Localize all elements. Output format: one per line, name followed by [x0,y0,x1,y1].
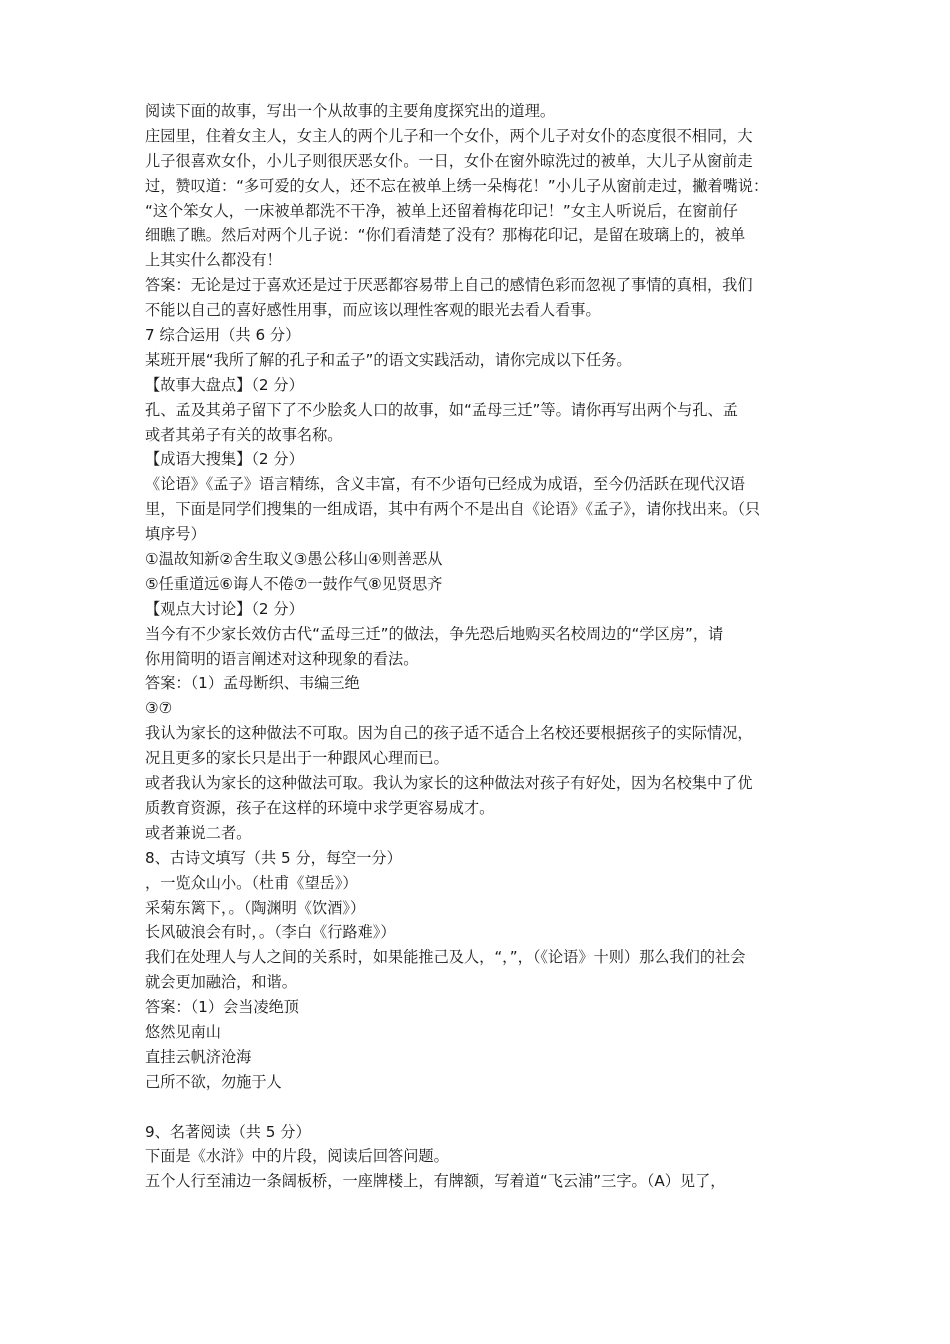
answer-line: 或者我认为家长的这种做法可取。我认为家长的这种做法对孩子有好处，因为名校集中了优 [145,774,753,793]
text-line: ，一览众山小。（杜甫《望岳》） [145,873,358,892]
subsection-heading: 【观点大讨论】（2 分） [145,599,304,618]
text-line: 儿子很喜欢女仆，小儿子则很厌恶女仆。一日，女仆在窗外晾洗过的被单，大儿子从窗前走 [145,151,753,170]
text-line: 填序号） [145,525,206,544]
blank-line [145,1095,815,1120]
text-line: 细瞧了瞧。然后对两个儿子说：“你们看清楚了没有？那梅花印记，是留在玻璃上的，被单 [145,226,746,245]
answer-line: 答案：无论是过于喜欢还是过于厌恶都容易带上自己的感情色彩而忽视了事情的真相，我们 [145,276,753,295]
document-body [145,99,815,1194]
answer-line: 况且更多的家长只是出于一种跟风心理而已。 [145,749,449,768]
text-line: 五个人行至浦边一条阔板桥，一座牌楼上，有牌额，写着道“飞云浦”三字。（A）见了， [145,1172,726,1191]
section-heading: 9、名著阅读（共 5 分） [145,1122,311,1141]
text-line: 长风破浪会有时，。（李白《行路难》） [145,923,396,942]
text-line: 过，赞叹道：“多可爱的女人，还不忘在被单上绣一朵梅花！”小儿子从窗前走过，撇着嘴说： [145,176,769,195]
text-line: 阅读下面的故事，写出一个从故事的主要角度探究出的道理。 [145,102,556,120]
answer-line: 答案：（1）会当凌绝顶 [145,998,299,1017]
section-heading: 7 综合运用（共 6 分） [145,326,301,345]
option-line: ⑤任重道远⑥诲人不倦⑦一鼓作气⑧见贤思齐 [145,574,443,593]
text-line: 当今有不少家长效仿古代“孟母三迁”的做法，争先恐后地购买名校周边的“学区房”，请 [145,624,724,643]
text-line: 我们在处理人与人之间的关系时，如果能推己及人，“，”，（《论语》十则）那么我们的社会 [145,948,746,967]
answer-line: 不能以自己的喜好感性用事，而应该以理性客观的眼光去看人看事。 [145,301,601,320]
answer-line: 直挂云帆济沧海 [145,1047,252,1066]
text-line: 采菊东篱下，。（陶渊明《饮酒》） [145,898,366,917]
section-heading: 8、古诗文填写（共 5 分，每空一分） [145,848,402,867]
answer-line: 答案：（1）孟母断织、韦编三绝 [145,674,360,693]
text-line: 《论语》《孟子》语言精练，含义丰富，有不少语句已经成为成语，至今仍活跃在现代汉语 [145,475,745,494]
text-line: 庄园里，住着女主人，女主人的两个儿子和一个女仆，两个儿子对女仆的态度很不相同，大 [145,126,753,145]
text-line: 下面是《水浒》中的片段，阅读后回答问题。 [145,1147,449,1166]
text-line: 孔、孟及其弟子留下了不少脍炙人口的故事，如“孟母三迁”等。请你再写出两个与孔、孟 [145,400,738,419]
answer-line: 悠然见南山 [145,1022,221,1041]
option-line: ①温故知新②舍生取义③愚公移山④则善恶从 [145,550,443,569]
text-line: “这个笨女人，一床被单都洗不干净，被单上还留着梅花印记！”女主人听说后，在窗前仔 [145,201,738,220]
answer-line: 我认为家长的这种做法不可取。因为自己的孩子适不适合上名校还要根据孩子的实际情况， [145,724,753,743]
answer-line: 或者兼说二者。 [145,823,252,842]
answer-line: 己所不欲，勿施于人 [145,1072,282,1091]
text-line: 就会更加融洽，和谐。 [145,973,297,992]
subsection-heading: 【故事大盘点】（2 分） [145,375,304,394]
text-line: 或者其弟子有关的故事名称。 [145,425,343,444]
answer-line: 质教育资源，孩子在这样的环境中求学更容易成才。 [145,798,495,817]
text-line: 某班开展“我所了解的孔子和孟子”的语文实践活动，请你完成以下任务。 [145,350,632,369]
text-line: 里，下面是同学们搜集的一组成语，其中有两个不是出自《论语》《孟子》，请你找出来。（只 [145,500,761,519]
answer-line: ③⑦ [145,699,173,718]
text-line: 上其实什么都没有！ [145,251,282,270]
text-line: 你用简明的语言阐述对这种现象的看法。 [145,649,419,668]
subsection-heading: 【成语大搜集】（2 分） [145,450,304,469]
